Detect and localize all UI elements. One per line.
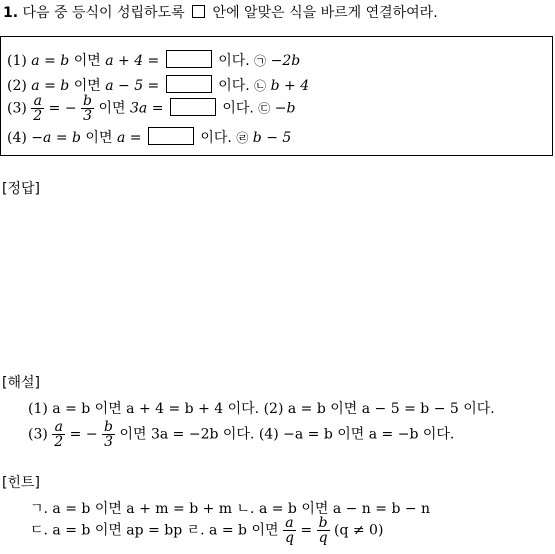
- item-pre: −a = b: [31, 130, 81, 146]
- item-expr: 3a =: [129, 100, 164, 117]
- explanation-eq: = −: [69, 426, 98, 443]
- item-post: 이다.: [218, 53, 250, 69]
- explanation-heading: [해설]: [2, 375, 40, 391]
- explanation-line-1: [28, 398, 495, 418]
- item-3: [7, 94, 295, 123]
- item-pre: a = b: [31, 53, 70, 69]
- item-expr: a + 4 =: [105, 53, 160, 69]
- fraction: [283, 516, 296, 545]
- item-mid: 이면: [98, 100, 126, 117]
- item-2: [7, 75, 309, 95]
- item-mid: 이면: [85, 130, 113, 146]
- item-eq: = −: [48, 100, 77, 117]
- answer-blank[interactable]: [166, 75, 212, 93]
- item-post: 이다.: [200, 130, 232, 146]
- item-label: (1): [7, 53, 27, 69]
- frac-num: a: [31, 94, 44, 109]
- frac-den: 3: [83, 108, 92, 124]
- question: [3, 2, 438, 22]
- choice-mark: ㉢: [258, 101, 271, 116]
- item-post: 이다.: [218, 78, 250, 94]
- fraction: [81, 94, 94, 123]
- question-text-after: 안에 알맞은 식을 바르게 연결하여라.: [212, 5, 438, 21]
- choice-value: −b: [274, 100, 296, 117]
- hint-line-2: [30, 516, 383, 545]
- item-post: 이다.: [222, 100, 254, 117]
- choice-mark: ㉠: [254, 54, 267, 68]
- item-pre: a = b: [31, 78, 70, 94]
- hint-eq: =: [300, 522, 313, 539]
- item-mid: 이면: [73, 78, 101, 94]
- frac-num: b: [104, 419, 114, 435]
- item-expr: a − 5 =: [105, 78, 160, 94]
- hint-post: (q ≠ 0): [333, 522, 384, 539]
- item-4: [7, 127, 291, 147]
- answer-blank[interactable]: [166, 50, 212, 68]
- frac-den: q: [318, 530, 328, 546]
- fraction: [31, 94, 44, 123]
- explanation-part-2: (2) a = b 이면 a − 5 = b − 5 이다.: [263, 401, 495, 417]
- item-label: (2): [7, 78, 27, 94]
- frac-den: 3: [104, 434, 113, 450]
- fraction: [52, 420, 65, 449]
- fraction: [102, 420, 115, 449]
- frac-num: b: [318, 515, 328, 531]
- frac-den: 2: [33, 108, 43, 124]
- item-mid: 이면: [73, 53, 101, 69]
- frac-num: a: [283, 516, 296, 531]
- frac-den: 2: [54, 434, 64, 450]
- question-number: 1.: [3, 5, 19, 21]
- choice-value: b + 4: [270, 78, 310, 94]
- hint-heading: [힌트]: [2, 475, 40, 491]
- frac-num: b: [83, 93, 93, 109]
- choice-mark: ㉣: [236, 131, 249, 145]
- answer-blank[interactable]: [148, 127, 194, 145]
- frac-num: a: [52, 420, 65, 435]
- choice-value: −2b: [270, 53, 301, 69]
- choice-value: b − 5: [252, 130, 292, 146]
- fraction: [317, 516, 330, 545]
- answer-blank[interactable]: [170, 98, 216, 116]
- explanation-label: (3): [28, 426, 48, 443]
- item-label: (3): [7, 100, 27, 117]
- item-expr: a =: [116, 130, 142, 146]
- explanation-rest: 이면 3a = −2b 이다. (4) −a = b 이면 a = −b 이다.: [119, 426, 455, 443]
- answer-heading: [정답]: [2, 181, 40, 197]
- frac-den: q: [284, 530, 294, 546]
- choice-mark: ㉡: [254, 79, 267, 93]
- hint-line-1: ㄱ. a = b 이면 a + m = b + m ㄴ. a = b 이면 a − n = b − n: [30, 501, 431, 517]
- explanation-line-2: [28, 420, 454, 449]
- hint-pre: ㄷ. a = b 이면 ap = bp ㄹ. a = b 이면: [30, 522, 279, 539]
- item-label: (4): [7, 130, 27, 146]
- question-text-before: 다음 중 등식이 성립하도록: [22, 5, 185, 21]
- explanation-part-1: (1) a = b 이면 a + 4 = b + 4 이다.: [28, 401, 260, 417]
- item-1: [7, 50, 300, 70]
- blank-square-icon: [192, 5, 205, 18]
